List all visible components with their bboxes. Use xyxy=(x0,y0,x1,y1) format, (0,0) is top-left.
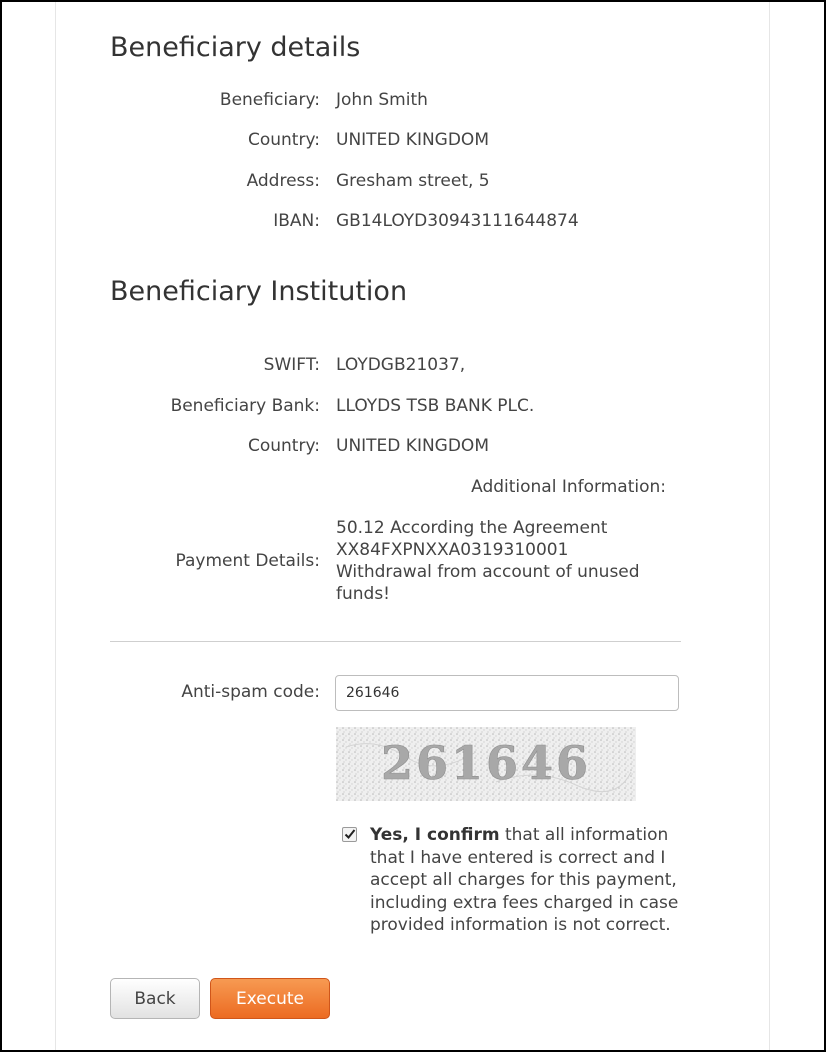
swift-label: SWIFT: xyxy=(263,355,320,375)
iban-label: IBAN: xyxy=(273,211,320,231)
confirm-checkbox[interactable] xyxy=(342,827,357,842)
country-value: UNITED KINGDOM xyxy=(336,130,489,150)
institution-country-value: UNITED KINGDOM xyxy=(336,436,489,456)
payment-details-line: Withdrawal from account of unused xyxy=(336,562,640,582)
back-button[interactable]: Back xyxy=(110,978,200,1019)
beneficiary-value: John Smith xyxy=(336,90,428,110)
execute-button[interactable]: Execute xyxy=(210,978,330,1019)
confirm-body-text: that all information that I have entered is correct and I accept all charges for this payment, including extra fees charged in case provided information is not correct. xyxy=(370,825,679,935)
confirm-bold-text: Yes, I confirm xyxy=(370,825,500,845)
address-value: Gresham street, 5 xyxy=(336,171,490,191)
payment-details-value xyxy=(336,517,676,605)
payment-details-line: 50.12 According the Agreement xyxy=(336,518,608,538)
iban-value: GB14LOYD30943111644874 xyxy=(336,211,579,231)
beneficiary-label: Beneficiary: xyxy=(219,90,320,110)
beneficiary-bank-label: Beneficiary Bank: xyxy=(170,396,320,416)
checkmark-icon xyxy=(344,828,356,840)
swift-value: LOYDGB21037, xyxy=(336,355,466,375)
anti-spam-label: Anti-spam code: xyxy=(181,682,320,702)
address-label: Address: xyxy=(246,171,320,191)
payment-details-line: funds! xyxy=(336,584,390,604)
confirm-text xyxy=(370,824,686,937)
anti-spam-input[interactable] xyxy=(335,675,679,711)
institution-country-label: Country: xyxy=(247,436,320,456)
beneficiary-details-heading: Beneficiary details xyxy=(110,32,361,63)
beneficiary-bank-value: LLOYDS TSB BANK PLC. xyxy=(336,396,535,416)
country-label: Country: xyxy=(247,130,320,150)
payment-details-line: XX84FXPNXXA0319310001 xyxy=(336,540,569,560)
section-divider xyxy=(110,641,681,642)
captcha-text: 261646 xyxy=(380,736,592,790)
captcha-image xyxy=(336,727,636,801)
payment-details-label: Payment Details: xyxy=(175,551,320,571)
additional-information-label: Additional Information: xyxy=(471,477,666,497)
beneficiary-institution-heading: Beneficiary Institution xyxy=(110,276,408,307)
